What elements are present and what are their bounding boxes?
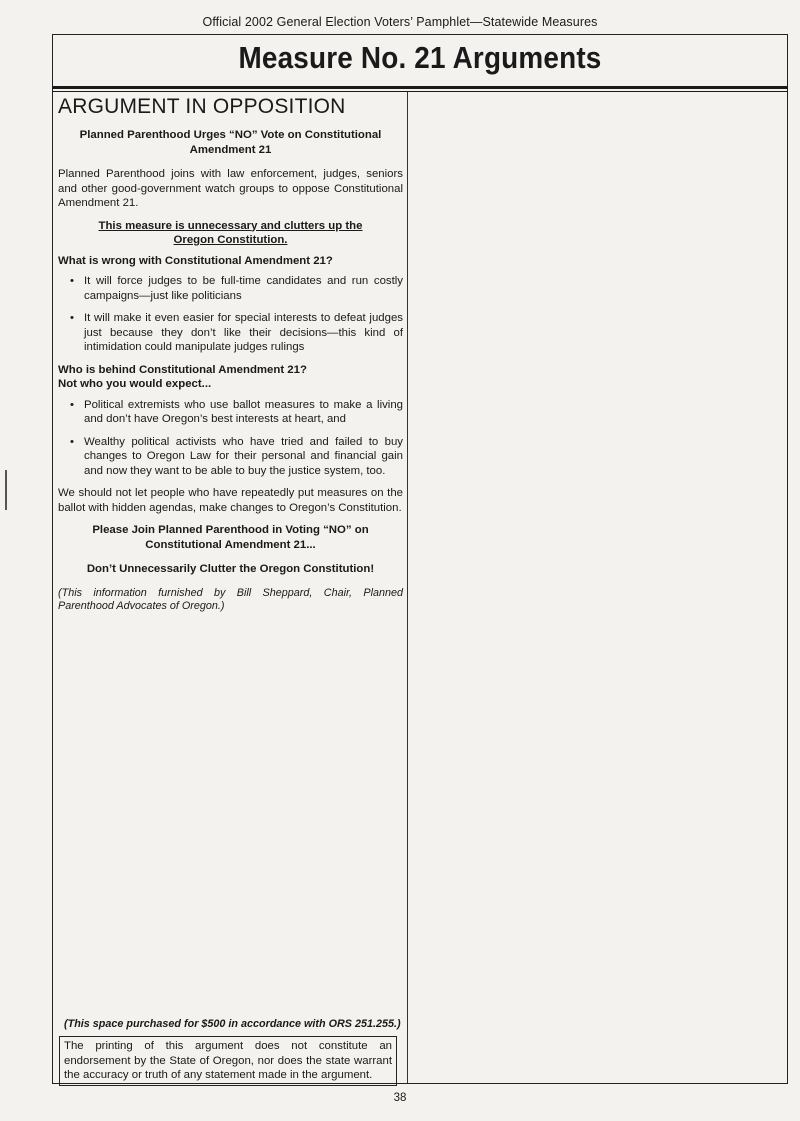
- scan-mark: [5, 470, 7, 510]
- argument-heading: ARGUMENT IN OPPOSITION: [58, 95, 346, 118]
- call-to-action-vote: Please Join Planned Parenthood in Voting “NO” on Constitutional Amendment 21...: [92, 524, 369, 551]
- list-item: • Political extremists who use ballot measures to make a living and don’t have Oregon’s best interests at heart, and: [84, 398, 403, 427]
- question-what-is-wrong: What is wrong with Constitutional Amendment 21?: [58, 254, 333, 267]
- bullet-list-problems: [58, 274, 403, 355]
- bullet-list-backers: [58, 398, 403, 479]
- list-item: • It will force judges to be full-time candidates and run costly campaigns—just like politicians: [84, 274, 403, 303]
- title-rule-thin: [52, 91, 788, 92]
- column-divider: [407, 92, 408, 1083]
- call-to-action-clutter: Don’t Unnecessarily Clutter the Oregon Constitution!: [86, 563, 375, 575]
- question-expect-line: Not who you would expect...: [58, 378, 212, 390]
- argument-column: [58, 94, 403, 614]
- page-number: 38: [393, 1092, 407, 1104]
- attribution: (This information furnished by Bill Sheppard, Chair, Planned Parenthood Advocates of Oregon.): [58, 586, 403, 612]
- list-item: • It will make it even easier for special interests to defeat judges just because they don’t like their decisions—this kind of intimidation could manipulate judges rulings: [84, 311, 403, 355]
- closing-paragraph: We should not let people who have repeatedly put measures on the ballot with hidden agendas, make changes to Oregon’s Constitution.: [58, 487, 403, 514]
- question-who-is-behind: [58, 363, 403, 392]
- purchase-note: (This space purchased for $500 in accordance with ORS 251.255.): [64, 1018, 401, 1030]
- running-head: Official 2002 General Election Voters’ Pamphlet—Statewide Measures: [202, 15, 598, 29]
- disclaimer-box: The printing of this argument does not constitute an endorsement by the State of Oregon, nor does the state warrant the accuracy or truth of any statement made in the argument.: [59, 1036, 397, 1086]
- page-title: Measure No. 21 Arguments: [238, 40, 602, 75]
- title-rule-thick: [52, 86, 788, 89]
- argument-headline: Planned Parenthood Urges “NO” Vote on Constitutional Amendment 21: [79, 129, 382, 156]
- question-who-line: Who is behind Constitutional Amendment 21?: [58, 363, 307, 376]
- underlined-statement: This measure is unnecessary and clutters up the Oregon Constitution.: [98, 219, 363, 246]
- intro-paragraph: Planned Parenthood joins with law enforcement, judges, seniors and other good-government watch groups to oppose Constitutional Amendment 21.: [58, 168, 403, 209]
- list-item: • Wealthy political activists who have tried and failed to buy changes to Oregon Law for their personal and financial gain and now they want to be able to buy the justice system, too.: [84, 435, 403, 479]
